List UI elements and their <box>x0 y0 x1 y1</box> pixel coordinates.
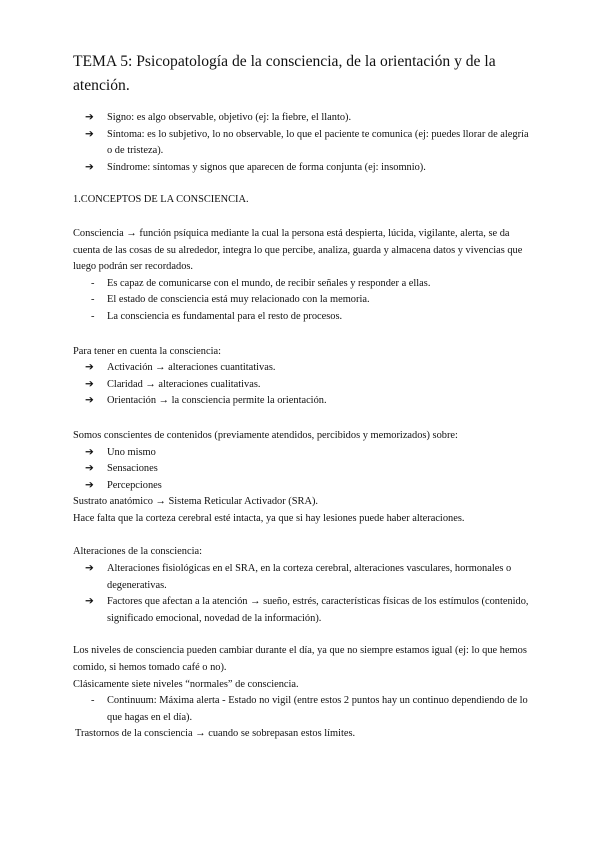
arrow-icon: ➔ <box>85 563 94 575</box>
sustrato-text: Sustrato anatómico → Sistema Reticular Activador (SRA). <box>73 496 319 508</box>
list-item: ➔ Síntoma: es lo subjetivo, lo no observable, lo que el paciente te comunica (ej: puedes llorar de alegría o de tristeza). <box>85 128 529 157</box>
arrow-icon: ➔ <box>85 596 94 608</box>
dash-icon: - <box>91 310 95 322</box>
list-item: ➔ Claridad → alteraciones cualitativas. <box>73 377 533 394</box>
list-item: ➔ Factores que afectan a la atención → sueño, estrés, características físicas de los estímulos (contenido, significado emocional, novedad de la información). <box>85 596 529 624</box>
somos-heading: Somos conscientes de contenidos (previamente atendidos, percibidos y memorizados) sobre: <box>73 429 458 441</box>
trastornos-text: Trastornos de la consciencia → cuando se sobrepasan estos límites. <box>75 728 356 740</box>
arrow-icon: ➔ <box>85 128 94 140</box>
list-item: ➔ Orientación → la consciencia permite la orientación. <box>73 393 533 410</box>
hace-falta-text: Hace falta que la corteza cerebral esté intacta, ya que si hay lesiones puede haber alteraciones. <box>73 512 465 524</box>
continuum-list <box>73 693 533 726</box>
dash-icon: - <box>91 294 95 306</box>
list-item: ➔ Activación → alteraciones cuantitativas. <box>73 360 533 377</box>
arrow-icon: ➔ <box>85 378 94 390</box>
page-title: TEMA 5: Psicopatología de la consciencia, de la orientación y de la atención. <box>73 53 496 94</box>
niveles-text: Los niveles de consciencia pueden cambiar durante el día, ya que no siempre estamos igual (ej: lo que hemos comido, si hemos tomado café o no). <box>73 645 527 674</box>
list-item: - Continuum: Máxima alerta - Estado no vigil (entre estos 2 puntos hay un continuo dependiendo de lo que hagas en el día). <box>91 695 528 723</box>
arrow-icon: ➔ <box>85 395 94 407</box>
consciencia-definition: Consciencia → función psíquica mediante la cual la persona está despierta, lúcida, vigilante, alerta, se da cuenta de las cosas de su alrededor, integra lo que percibe, analiza, guarda y almacena datos y vivencias que luego podrán ser recordados. <box>73 227 523 273</box>
arrow-icon: ➔ <box>85 161 94 173</box>
somos-list <box>73 445 533 495</box>
alteraciones-list <box>73 561 533 627</box>
list-item: ➔ Percepciones <box>73 478 533 495</box>
para-tener-list <box>73 360 533 410</box>
list-item: ➔ Signo: es algo observable, objetivo (ej: la fiebre, el llanto). <box>73 110 533 127</box>
list-item: - La consciencia es fundamental para el resto de procesos. <box>73 309 533 326</box>
arrow-icon: ➔ <box>85 479 94 491</box>
dash-icon: - <box>91 695 95 707</box>
section-heading: 1.CONCEPTOS DE LA CONSCIENCIA. <box>73 194 249 206</box>
para-tener-heading: Para tener en cuenta la consciencia: <box>73 345 221 357</box>
intro-list <box>73 110 533 176</box>
document-body <box>73 110 533 743</box>
alteraciones-heading: Alteraciones de la consciencia: <box>73 546 202 558</box>
list-item: ➔ Alteraciones fisiológicas en el SRA, en la corteza cerebral, alteraciones vasculares, hormonales o degenerativas. <box>85 563 512 591</box>
dash-icon: - <box>91 277 95 289</box>
list-item: ➔ Síndrome: síntomas y signos que aparecen de forma conjunta (ej: insomnio). <box>73 160 533 177</box>
arrow-icon: ➔ <box>85 112 94 123</box>
arrow-icon: ➔ <box>85 463 94 475</box>
list-item: - Es capaz de comunicarse con el mundo, de recibir señales y responder a ellas. <box>73 276 533 293</box>
arrow-icon: ➔ <box>85 446 94 458</box>
list-item: - El estado de consciencia está muy relacionado con la memoria. <box>73 292 533 309</box>
list-item: ➔ Sensaciones <box>73 461 533 478</box>
list-item: ➔ Uno mismo <box>73 445 533 462</box>
clasicamente-text: Clásicamente siete niveles “normales” de consciencia. <box>73 678 299 690</box>
consciencia-points-list <box>73 276 533 326</box>
arrow-icon: ➔ <box>85 362 94 374</box>
